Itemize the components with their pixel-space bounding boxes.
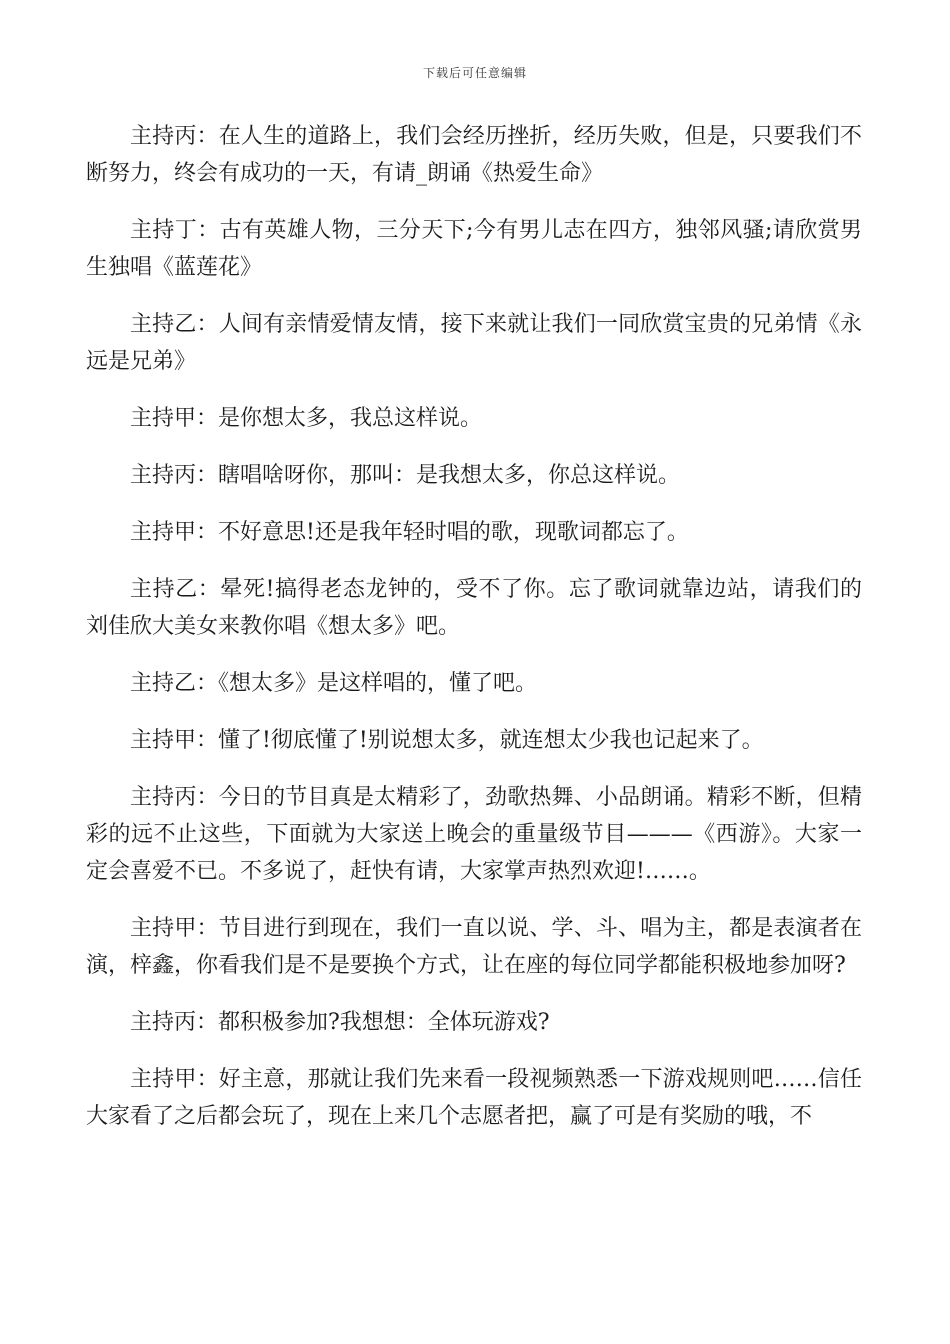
document-body xyxy=(86,118,862,1155)
paragraph-4: 主持甲：是你想太多，我总这样说。 xyxy=(130,406,483,431)
paragraph-7: 主持乙：晕死!搞得老态龙钟的，受不了你。忘了歌词就靠边站，请我们的刘佳欣大美女来教你唱《想太多》吧。 xyxy=(86,577,862,639)
paragraph-6: 主持甲：不好意思!还是我年轻时唱的歌，现歌词都忘了。 xyxy=(130,520,689,545)
paragraph-12: 主持丙：都积极参加?我想想：全体玩游戏? xyxy=(130,1010,550,1035)
paragraph-11: 主持甲：节目进行到现在，我们一直以说、学、斗、唱为主，都是表演者在演，梓鑫，你看我们是不是要换个方式，让在座的每位同学都能积极地参加呀? xyxy=(86,916,862,978)
paragraph-13: 主持甲：好主意，那就让我们先来看一段视频熟悉一下游戏规则吧……信任大家看了之后都会玩了，现在上来几个志愿者把，赢了可是有奖励的哦，不 xyxy=(86,1067,862,1129)
paragraph-8: 主持乙：《想太多》是这样唱的，懂了吧。 xyxy=(130,671,538,696)
page-header-note: 下载后可任意编辑 xyxy=(422,66,527,80)
paragraph-3: 主持乙：人间有亲情爱情友情，接下来就让我们一同欣赏宝贵的兄弟情《永远是兄弟》 xyxy=(86,312,862,374)
paragraph-5: 主持丙：瞎唱啥呀你，那叫：是我想太多，你总这样说。 xyxy=(130,463,681,488)
paragraph-1: 主持丙：在人生的道路上，我们会经历挫折，经历失败，但是，只要我们不断努力，终会有成功的一天，有请_朗诵《热爱生命》 xyxy=(86,124,862,186)
paragraph-10: 主持丙：今日的节目真是太精彩了，劲歌热舞、小品朗诵。精彩不断，但精彩的远不止这些，下面就为大家送上晚会的重量级节目———《西游》。大家一定会喜爱不已。不多说了，赶快有请，大家掌声热烈欢迎!……。 xyxy=(86,785,862,884)
paragraph-2: 主持丁：古有英雄人物，三分天下;今有男儿志在四方，独邻风骚;请欣赏男生独唱《蓝莲花》 xyxy=(86,218,862,280)
paragraph-9: 主持甲：懂了!彻底懂了!别说想太多，就连想太少我也记起来了。 xyxy=(130,728,764,753)
